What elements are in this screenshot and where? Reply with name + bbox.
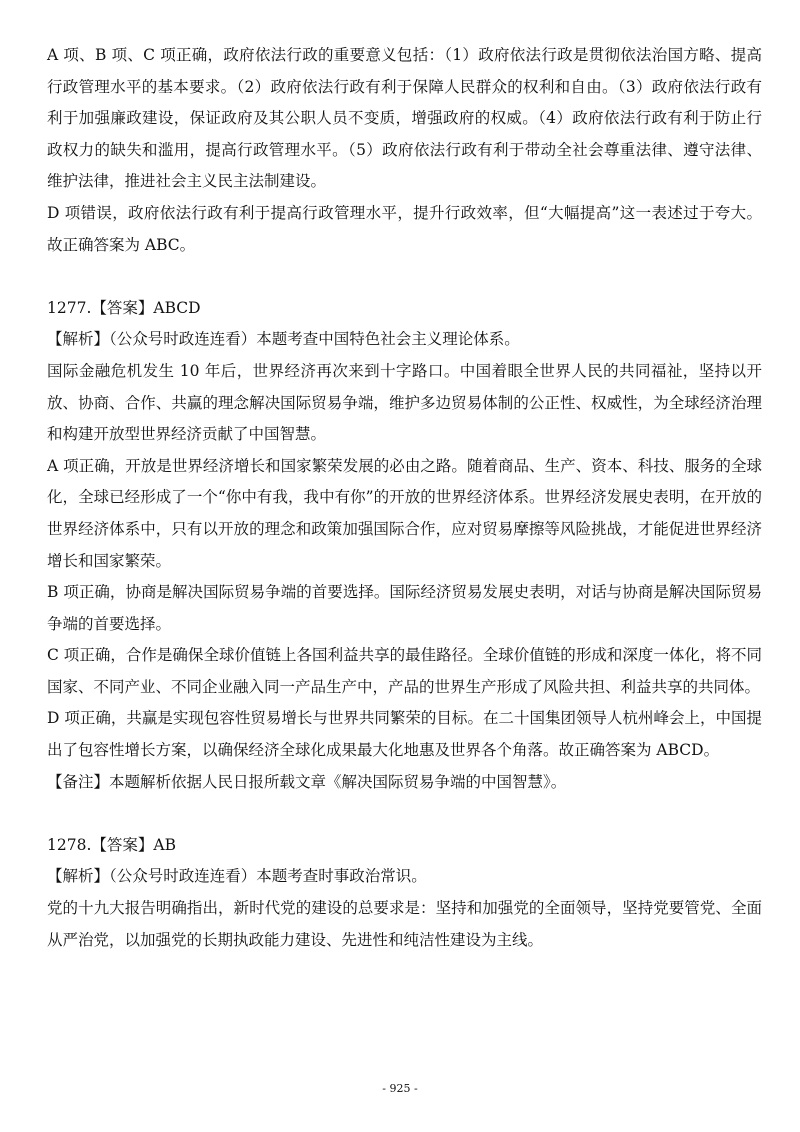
page-number: - 925 - bbox=[382, 1082, 418, 1095]
analysis-intro-1277: 【解析】（公众号时政连连看）本题考查中国特色社会主义理论体系。 bbox=[47, 330, 520, 349]
paragraph-item-d: D 项错误，政府依法行政有利于提高行政管理水平，提升行政效率，但“大幅提高”这一表述过于夸大。故正确答案为 ABC。 bbox=[47, 203, 762, 254]
paragraph-item-c-1277: C 项正确，合作是确保全球价值链上各国利益共享的最佳路径。全球价值链的形成和深度一体化，将不同国家、不同产业、不同企业融入同一产品生产中，产品的世界生产形成了风险共担、利益共享的共同体。 bbox=[47, 646, 762, 696]
paragraph-item-d-1277: D 项正确，共赢是实现包容性贸易增长与世界共同繁荣的目标。在二十国集团领导人杭州峰会上，中国提出了包容性增长方案，以确保经济全球化成果最大化地惠及世界各个角落。故正确答案为 ABCD。 bbox=[47, 709, 762, 760]
paragraph-item-a-b-c: A 项、B 项、C 项正确，政府依法行政的重要意义包括：（1）政府依法行政是贯彻依法治国方略、提高行政管理水平的基本要求。（2）政府依法行政有利于保障人民群众的权利和自由。（3）政府依法行政有利于加强廉政建设，保证政府及其公职人员不变质，增强政府的权威。（4）政府依法行政有利于防止行政权力的缺失和滥用，提高行政管理水平。（5）政府依法行政有利于带动全社会尊重法律、遵守法律、维护法律，推进社会主义民主法制建设。 bbox=[47, 46, 762, 191]
paragraph-item-a-1277: A 项正确，开放是世界经济增长和国家繁荣发展的必由之路。随着商品、生产、资本、科技、服务的全球化，全球已经形成了一个“你中有我，我中有你”的开放的世界经济体系。世界经济发展史表明，在开放的世界经济体系中，只有以开放的理念和政策加强国际合作，应对贸易摩擦等风险挑战，才能促进世界经济增长和国家繁荣。 bbox=[47, 456, 762, 570]
paragraph-context-1278: 党的十九大报告明确指出，新时代党的建设的总要求是：坚持和加强党的全面领导，坚持党要管党、全面从严治党，以加强党的长期执政能力建设、先进性和纯洁性建设为主线。 bbox=[47, 899, 762, 949]
spacer bbox=[47, 261, 762, 293]
document-body bbox=[47, 40, 762, 956]
note-1277: 【备注】本题解析依据人民日报所载文章《解决国际贸易争端的中国智慧》。 bbox=[47, 772, 567, 791]
paragraph-context-1277: 国际金融危机发生 10 年后，世界经济再次来到十字路口。中国着眼全世界人民的共同福祉，坚持以开放、协商、合作、共赢的理念解决国际贸易争端，维护多边贸易体制的公正性、权威性，为全球经济治理和构建开放型世界经济贡献了中国智慧。 bbox=[47, 361, 762, 444]
answer-heading-1277: 1277.【答案】ABCD bbox=[47, 298, 201, 317]
answer-heading-1278: 1278.【答案】AB bbox=[47, 835, 176, 854]
spacer bbox=[47, 798, 762, 830]
paragraph-item-b-1277: B 项正确，协商是解决国际贸易争端的首要选择。国际经济贸易发展史表明，对话与协商是解决国际贸易争端的首要选择。 bbox=[47, 583, 762, 633]
analysis-intro-1278: 【解析】（公众号时政连连看）本题考查时事政治常识。 bbox=[47, 867, 427, 886]
